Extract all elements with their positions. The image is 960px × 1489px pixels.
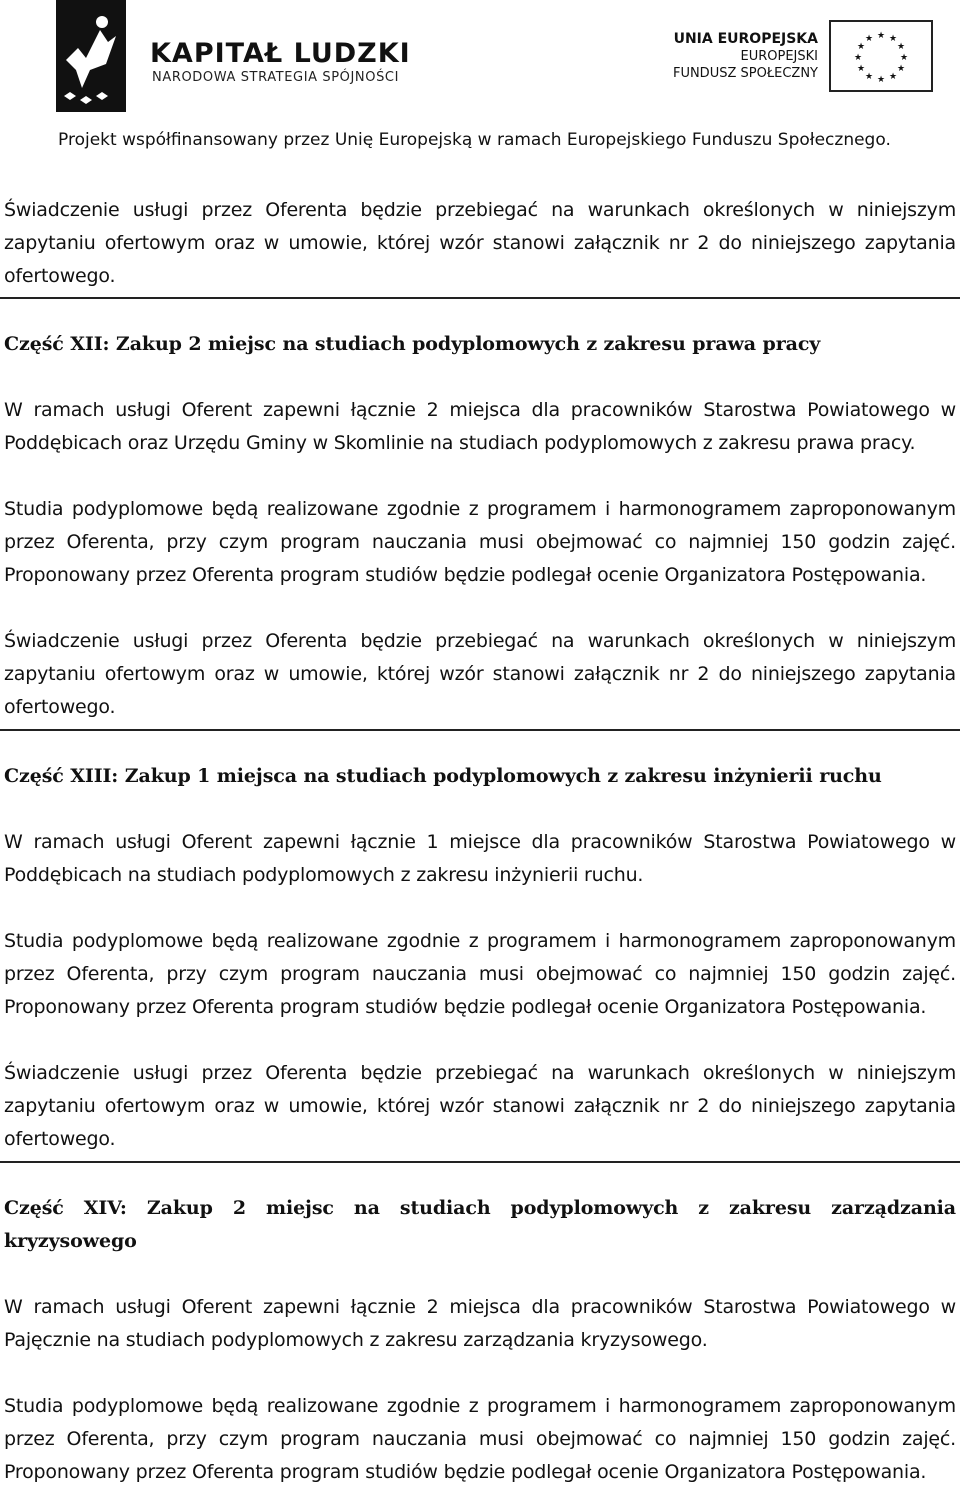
section-heading: Część XIII: Zakup 1 miejsca na studiach podyplomowych z zakresu inżynierii ruchu [4, 765, 882, 787]
paragraph: W ramach usługi Oferent zapewni łącznie 2 miejsca dla pracowników Starostwa Powiatowego w Pajęcznie na studiach podyplomowych z zakresu zarządzania kryzysowego. [4, 1296, 956, 1351]
svg-text:★: ★ [888, 34, 898, 44]
svg-text:★: ★ [896, 42, 906, 52]
divider [0, 297, 960, 299]
paragraph: Świadczenie usługi przez Oferenta będzie przebiegać na warunkach określonych w niniejszym zapytaniu ofertowym oraz w umowie, której wzór stanowi załącznik nr 2 do niniejszego zapytania ofertowego. [4, 1062, 956, 1150]
svg-text:★: ★ [864, 72, 874, 82]
paragraph: W ramach usługi Oferent zapewni łącznie 1 miejsce dla pracowników Starostwa Powiatowego w Poddębicach na studiach podyplomowych z zakresu inżynierii ruchu. [4, 831, 956, 886]
svg-text:★: ★ [856, 64, 866, 74]
svg-text:★: ★ [876, 31, 886, 41]
eu-fund-label [640, 30, 818, 82]
paragraph: W ramach usługi Oferent zapewni łącznie 2 miejsca dla pracowników Starostwa Powiatowego w Poddębicach oraz Urzędu Gminy w Skomlinie na studiach podyplomowych z zakresu prawa pracy. [4, 399, 956, 454]
svg-text:★: ★ [896, 64, 906, 74]
paragraph: Studia podyplomowe będą realizowane zgodnie z programem i harmonogramem zaproponowanym przez Oferenta, przy czym program nauczania musi obejmować co najmniej 150 godzin zajęć. Proponowany przez Oferenta program studiów będzie podlegał ocenie Organizatora Postępowania. [4, 1395, 956, 1483]
eu-flag-icon [829, 20, 933, 92]
eu-label-line1: UNIA EUROPEJSKA [673, 31, 818, 47]
paragraph: Studia podyplomowe będą realizowane zgodnie z programem i harmonogramem zaproponowanym przez Oferenta, przy czym program nauczania musi obejmować co najmniej 150 godzin zajęć. Proponowany przez Oferenta program studiów będzie podlegał ocenie Organizatora Postępowania. [4, 930, 956, 1018]
divider [0, 729, 960, 731]
program-subtitle: NARODOWA STRATEGIA SPÓJNOŚCI [152, 70, 400, 85]
intro-paragraph: Świadczenie usługi przez Oferenta będzie przebiegać na warunkach określonych w niniejszym zapytaniu ofertowym oraz w umowie, której wzór stanowi załącznik nr 2 do niniejszego zapytania ofertowego. [4, 199, 956, 287]
divider [0, 1161, 960, 1163]
page-header [0, 0, 960, 160]
svg-text:★: ★ [864, 34, 874, 44]
paragraph: Świadczenie usługi przez Oferenta będzie przebiegać na warunkach określonych w niniejszym zapytaniu ofertowym oraz w umowie, której wzór stanowi załącznik nr 2 do niniejszego zapytania ofertowego. [4, 630, 956, 718]
section-heading: Część XIV: Zakup 2 miejsc na studiach podyplomowych z zakresu zarządzania kryzysowego [4, 1197, 956, 1252]
svg-text:★: ★ [876, 75, 886, 85]
eu-label-line2: EUROPEJSKI [740, 49, 818, 64]
svg-text:★: ★ [856, 42, 866, 52]
kapital-ludzki-logo-icon [56, 0, 126, 112]
svg-text:★: ★ [888, 72, 898, 82]
program-title: KAPITAŁ LUDZKI [150, 38, 411, 69]
section-heading: Część XII: Zakup 2 miejsc na studiach podyplomowych z zakresu prawa pracy [4, 333, 821, 355]
eu-label-line3: FUNDUSZ SPOŁECZNY [672, 66, 818, 81]
svg-text:★: ★ [899, 53, 909, 63]
paragraph: Studia podyplomowe będą realizowane zgodnie z programem i harmonogramem zaproponowanym przez Oferenta, przy czym program nauczania musi obejmować co najmniej 150 godzin zajęć. Proponowany przez Oferenta program studiów będzie podlegał ocenie Organizatora Postępowania. [4, 498, 956, 586]
cofinancing-note: Projekt współfinansowany przez Unię Europejską w ramach Europejskiego Funduszu Społecznego. [58, 130, 891, 150]
svg-text:★: ★ [853, 53, 863, 63]
